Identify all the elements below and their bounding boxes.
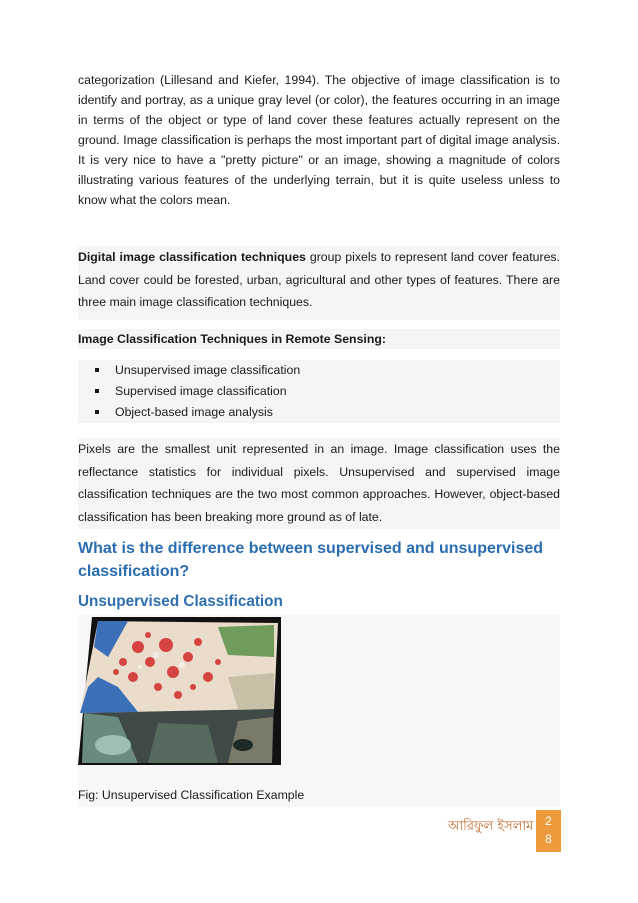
list-item: Object-based image analysis bbox=[78, 402, 560, 423]
bullet-square-icon bbox=[95, 410, 99, 414]
figure-caption: Fig: Unsupervised Classification Example bbox=[78, 788, 305, 802]
classification-example-image bbox=[78, 617, 281, 767]
bullet-square-icon bbox=[95, 368, 99, 372]
techniques-intro-paragraph bbox=[78, 246, 560, 320]
page-number-digit: 8 bbox=[545, 832, 552, 846]
techniques-heading: Image Classification Techniques in Remote Sensing: bbox=[78, 329, 560, 349]
section-heading: What is the difference between supervised and unsupervised classification? bbox=[78, 540, 544, 580]
techniques-intro-bold: Digital image classification techniques bbox=[78, 250, 306, 264]
page-number-badge bbox=[536, 810, 561, 852]
list-item: Unsupervised image classification bbox=[78, 360, 560, 381]
page-number-digit: 2 bbox=[545, 814, 552, 828]
techniques-list bbox=[78, 360, 560, 423]
footer-author: আরিফুল ইসলাম bbox=[448, 819, 534, 834]
techniques-intro-text: group pixels to represent land cover features. Land cover could be forested, urban, agricultural and other types of features. There are three main image classification techniques. bbox=[78, 250, 560, 309]
bullet-square-icon bbox=[95, 389, 99, 393]
pixels-paragraph: Pixels are the smallest unit represented in an image. Image classification uses the reflectance statistics for individual pixels. Unsupervised and supervised image classification techniques are the two most common approaches. However, object-based classification has been breaking more ground as of late. bbox=[78, 438, 560, 529]
intro-paragraph: categorization (Lillesand and Kiefer, 1994). The objective of image classification is to identify and portray, as a unique gray level (or color), the features occurring in an image in terms of the object or type of land cover these features actually represent on the ground. Image classification is perhaps the most important part of digital image analysis. It is very nice to have a "pretty picture" or an image, showing a magnitude of colors illustrating various features of the underlying terrain, but it is quite useless unless to know what the colors mean. bbox=[78, 73, 560, 207]
subheading: Unsupervised Classification bbox=[78, 593, 283, 610]
list-item: Supervised image classification bbox=[78, 381, 560, 402]
